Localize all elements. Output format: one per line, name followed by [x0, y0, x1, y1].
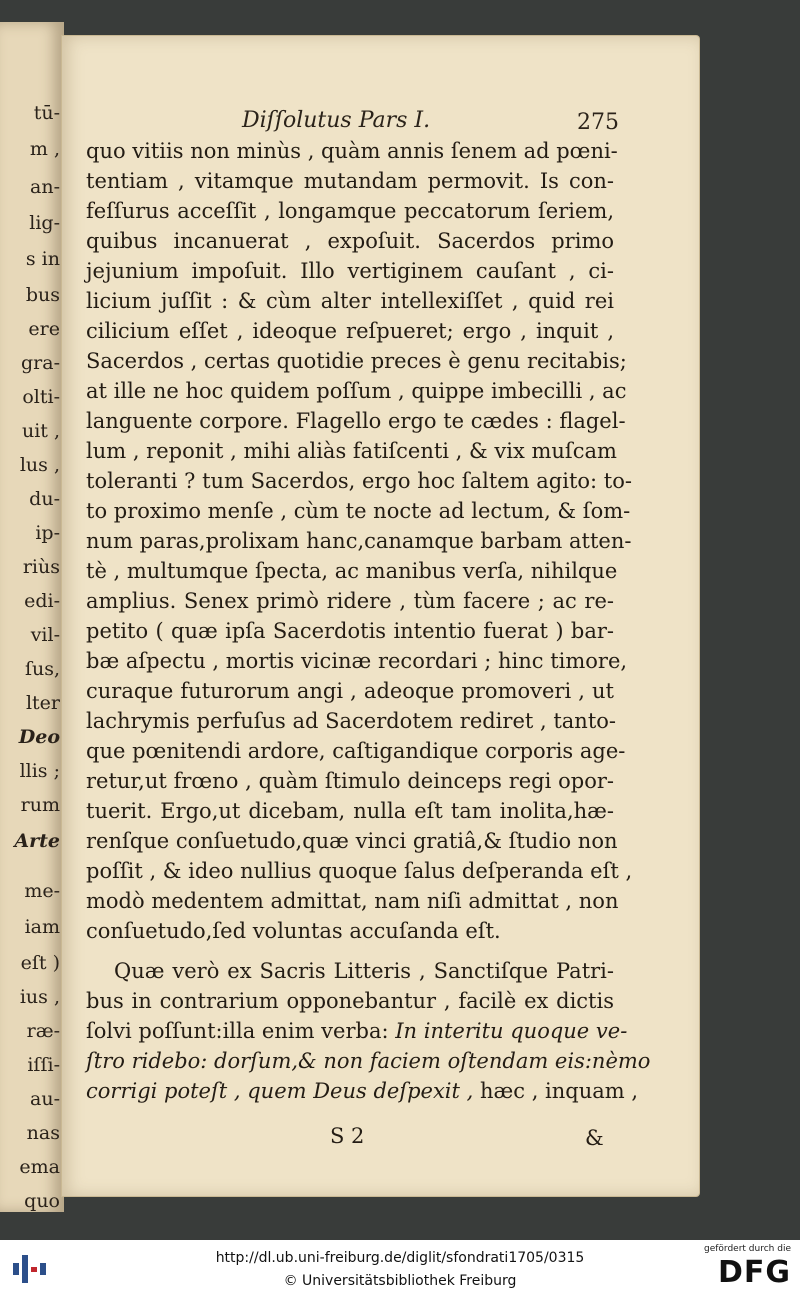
text-line: petito ( quæ ipſa Sacerdotis intentio fuerat ) bar-: [86, 619, 614, 643]
text-line: lum , reponit , mihi aliàs fatiſcenti , & vix muſcam: [86, 439, 617, 463]
left-page-fragment: ſus,: [24, 658, 60, 680]
text-line: feſſurus acceſſit , longamque peccatorum ſeriem,: [86, 199, 614, 223]
left-page-fragment: bus: [25, 284, 60, 306]
left-page-fragment: uit ,: [21, 420, 60, 442]
text-line: lachrymis perfuſus ad Sacerdotem rediret , tanto-: [86, 709, 616, 733]
left-page-fragment: ema: [19, 1156, 60, 1178]
right-page: [62, 36, 699, 1196]
left-page-fragment: riùs: [22, 556, 60, 578]
text-span: ſolvi poſſunt:illa enim verba:: [86, 1019, 396, 1043]
text-line: renſque conſuetudo,quæ vinci gratiâ,& ſtudio non: [86, 829, 618, 853]
text-line: [86, 1076, 639, 1106]
left-page-edge: [0, 22, 64, 1212]
text-line: retur,ut frœno , quàm ſtimulo deinceps regi opor-: [86, 769, 614, 793]
left-page-fragment: quo: [24, 1190, 60, 1212]
text-span: hæc , inquam ,: [480, 1079, 639, 1103]
text-line: bus in contrarium opponebantur , facilè ex dictis: [86, 989, 614, 1013]
left-page-fragment: iam: [24, 916, 60, 938]
text-line: [86, 1016, 628, 1046]
text-line: bæ aſpectu , mortis vicinæ recordari ; hinc timore,: [86, 649, 628, 673]
left-page-fragment: ip-: [35, 522, 60, 544]
text-line: tuerit. Ergo,ut dicebam, nulla eſt tam inolita,hæ-: [86, 799, 614, 823]
copyright-notice: © Universitätsbibliothek Freiburg: [283, 1273, 517, 1289]
text-line: amplius. Senex primò ridere , tùm facere ; ac re-: [86, 589, 614, 613]
left-page-fragment: rum: [20, 794, 60, 816]
left-page-fragment: me-: [24, 880, 60, 902]
page-number: 275: [577, 110, 619, 135]
left-page-fragment: olti-: [22, 386, 60, 408]
left-page-fragment: ius ,: [19, 986, 60, 1008]
text-line: jejunium impoſuit. Illo vertiginem cauſant , ci-: [86, 259, 614, 283]
catchword: &: [585, 1126, 604, 1150]
left-page-fragment: du-: [29, 488, 60, 510]
text-line: cilicium eſſet , ideoque reſpueret; ergo , inquit ,: [86, 319, 614, 343]
text-line: languente corpore. Flagello ergo te cædes : flagel-: [86, 409, 626, 433]
left-page-fragment: iſſi-: [27, 1054, 60, 1076]
dfg-logo: DFG: [717, 1255, 791, 1290]
viewer-footer: [0, 1240, 800, 1297]
left-page-fragment: lter: [25, 692, 60, 714]
text-line: Quæ verò ex Sacris Litteris , Sanctiſque Patri-: [114, 959, 614, 983]
left-page-fragment: nas: [26, 1122, 60, 1144]
left-page-fragment: edi-: [24, 590, 60, 612]
text-line: Sacerdos , certas quotidie preces è genu recitabis;: [86, 349, 627, 373]
text-line: tè , multumque ſpecta, ac manibus verſa, nihilque: [86, 559, 618, 583]
text-line: curaque futurorum angi , adeoque promoveri , ut: [86, 679, 614, 703]
text-line: modò medentem admittat, nam niſi admittat , non: [86, 889, 619, 913]
text-line: licium juſſit : & cùm alter intellexiſſet , quid rei: [86, 289, 614, 313]
left-page-fragment: vil-: [30, 624, 60, 646]
text-line: quo vitiis non minùs , quàm annis ſenem ad pœni-: [86, 139, 618, 163]
left-page-fragment: an-: [30, 176, 60, 198]
dfg-caption: gefördert durch die: [704, 1244, 791, 1254]
left-page-fragment: lig-: [29, 212, 60, 234]
permalink-url[interactable]: http://dl.ub.uni-freiburg.de/diglit/sfondrati1705/0315: [215, 1250, 585, 1266]
text-line: poſſit , & ideo nullius quoque ſalus deſperanda eſt ,: [86, 859, 633, 883]
left-page-fragment: Deo: [18, 726, 60, 748]
text-line: tentiam , vitamque mutandam permovit. Is con-: [86, 169, 614, 193]
left-page-fragment: llis ;: [19, 760, 60, 782]
text-line: [86, 1046, 651, 1076]
signature-mark: S 2: [330, 1124, 365, 1148]
text-line: to proximo menſe , cùm te nocte ad lectum, & ſom-: [86, 499, 631, 523]
text-line: toleranti ? tum Sacerdos, ergo hoc ſaltem agito: to-: [86, 469, 632, 493]
left-page-fragment: eſt ): [20, 952, 60, 974]
left-page-fragment: au-: [30, 1088, 60, 1110]
scripture-quote: corrigi poteſt , quem Deus deſpexit ,: [86, 1079, 480, 1103]
running-head: Diſſolutus Pars I.: [242, 108, 431, 133]
left-page-fragment: Arte: [14, 830, 60, 852]
scripture-quote: ſtro ridebo: dorſum,& non faciem oſtendam eis:nèmo: [86, 1049, 651, 1073]
text-line: quibus incanuerat , expoſuit. Sacerdos primo: [86, 229, 614, 253]
text-line: conſuetudo,ſed voluntas accuſanda eſt.: [86, 919, 501, 943]
text-line: que pœnitendi ardore, caſtigandique corporis age-: [86, 739, 626, 763]
left-page-fragment: m ,: [29, 138, 60, 160]
left-page-fragment: tū-: [33, 102, 60, 124]
left-page-fragment: gra-: [21, 352, 60, 374]
left-page-fragment: lus ,: [19, 454, 60, 476]
left-page-fragment: s in: [25, 248, 60, 270]
text-line: at ille ne hoc quidem poſſum , quippe imbecilli , ac: [86, 379, 627, 403]
left-page-fragment: ere: [28, 318, 60, 340]
scripture-quote: In interitu quoque ve-: [395, 1019, 628, 1043]
left-page-fragment: ræ-: [26, 1020, 60, 1042]
text-line: num paras,prolixam hanc,canamque barbam atten-: [86, 529, 632, 553]
